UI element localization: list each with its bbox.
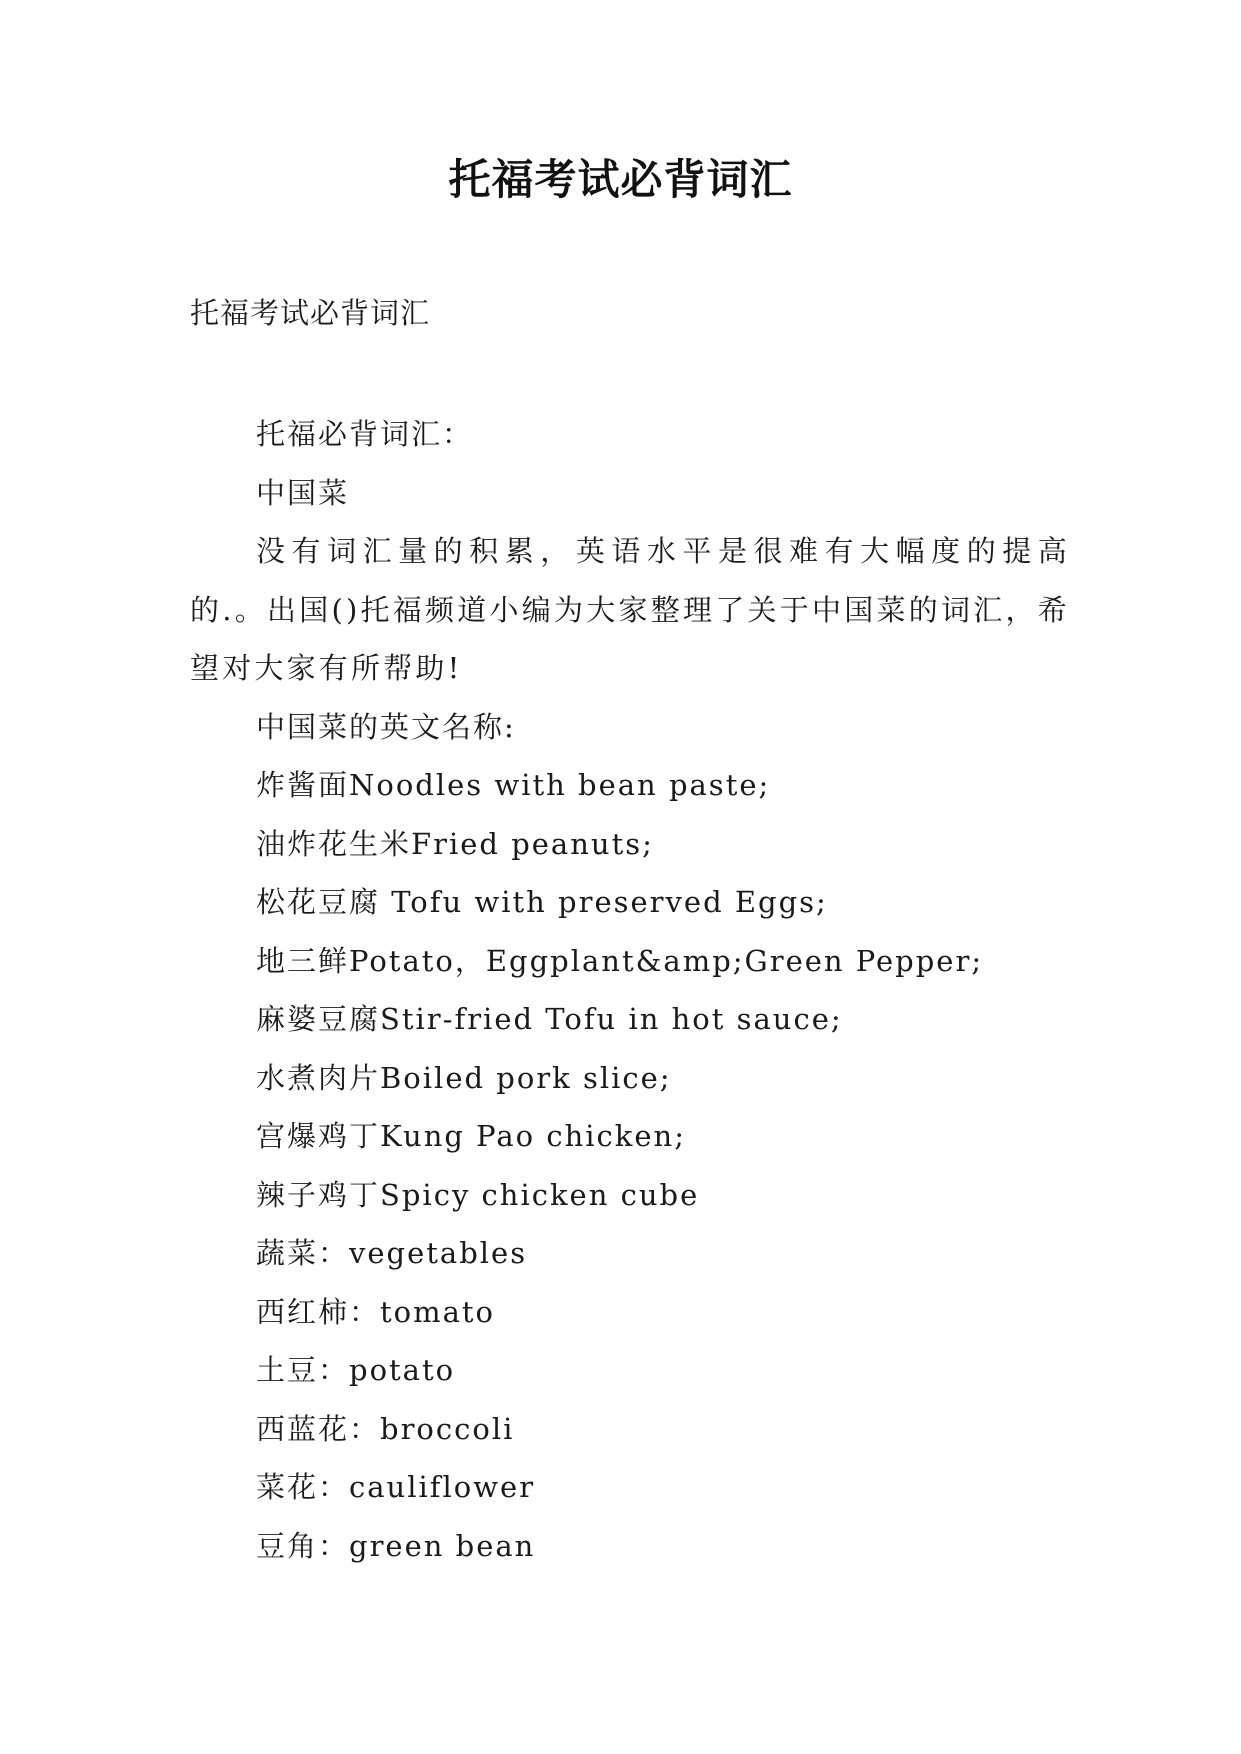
paragraph-category: 中国菜	[256, 475, 350, 510]
document-title: 托福考试必背词汇	[448, 155, 793, 204]
vocab-item: 蔬菜：vegetables	[256, 1236, 528, 1270]
vocab-item: 西红柿：tomato	[256, 1294, 496, 1329]
vocab-item: 油炸花生米Fried peanuts;	[256, 826, 654, 861]
vocab-item: 炸酱面Noodles with bean paste;	[256, 768, 771, 802]
paragraph-intro: 没有词汇量的积累，英语水平是很难有大幅度的提高的.。出国()托福频道小编为大家整理了关于中国菜的词汇，希望对大家有所帮助!	[190, 534, 1070, 685]
document-body	[190, 405, 1070, 1575]
vocab-item: 辣子鸡丁Spicy chicken cube	[256, 1177, 700, 1212]
vocab-item: 菜花：cauliflower	[256, 1470, 536, 1504]
vocab-item: 水煮肉片Boiled pork slice;	[256, 1060, 672, 1095]
paragraph-heading: 托福必背词汇：	[256, 417, 474, 451]
vocab-item: 松花豆腐 Tofu with preserved Eggs;	[256, 885, 828, 919]
vocab-item: 豆角：green bean	[256, 1528, 536, 1563]
document-subtitle: 托福考试必背词汇	[190, 296, 431, 330]
vocab-item: 地三鲜Potato，Eggplant&amp;Green Pepper;	[256, 943, 984, 978]
vocab-item: 宫爆鸡丁Kung Pao chicken;	[256, 1119, 686, 1153]
vocab-item: 土豆：potato	[256, 1353, 456, 1387]
paragraph-list-heading: 中国菜的英文名称:	[256, 709, 516, 744]
vocab-item: 西蓝花：broccoli	[256, 1411, 515, 1446]
vocab-item: 麻婆豆腐Stir-fried Tofu in hot sauce;	[256, 1002, 843, 1036]
